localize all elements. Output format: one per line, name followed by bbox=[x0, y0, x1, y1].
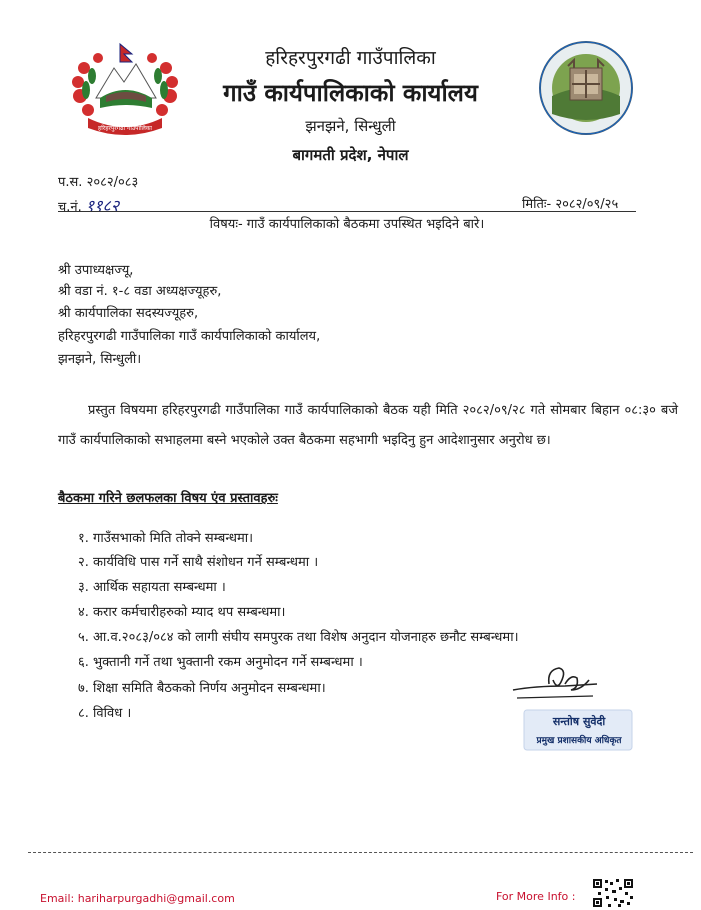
footer-email[interactable]: Email: hariharpurgadhi@gmail.com bbox=[40, 892, 235, 905]
letter-subject: विषयः- गाउँ कार्यपालिकाको बैठकमा उपस्थित भइदिने बारे। bbox=[209, 217, 485, 232]
body-text: प्रस्तुत विषयमा हरिहरपुरगढी गाउँपालिका गाउँ कार्यपालिकाको बैठक यही मिति २०८२/०९/२८ गते सोमबार बिहान ०८:३० बजे गाउँ कार्यपालिकाको सभाहलमा बस्ने भएकोले उक्त बैठकमा सहभागी भइदिनु हुन आदेशानुसार अनुरोध छ। bbox=[58, 403, 678, 448]
addressee-line: श्री कार्यपालिका सदस्यज्यूहरु, bbox=[58, 306, 199, 321]
addressee-line: श्री वडा नं. १-८ वडा अध्यक्षज्यूहरु, bbox=[58, 284, 222, 299]
letter-date: मितिः- २०८२/०९/२५ bbox=[522, 197, 619, 212]
agenda-item: ६. भुक्तानी गर्ने तथा भुक्तानी रकम अनुमोदन गर्ने सम्बन्धमा । bbox=[78, 655, 363, 670]
agenda-item: ४. करार कर्मचारीहरुको म्याद थप सम्बन्धमा। bbox=[78, 605, 286, 620]
municipality-name: हरिहरपुरगढी गाउँपालिका bbox=[265, 47, 436, 69]
agenda-item: २. कार्यविधि पास गर्ने साथै संशोधन गर्ने सम्बन्धमा । bbox=[78, 555, 319, 570]
signatory-title: प्रमुख प्रशासकीय अधिकृत bbox=[536, 736, 622, 746]
agenda-item: ५. आ.व.२०८३/०८४ को लागी संघीय समपुरक तथा विशेष अनुदान योजनाहरु छनौट सम्बन्धमा। bbox=[78, 630, 519, 645]
agenda-title: बैठकमा गरिने छलफलका विषय एंव प्रस्तावहरुः bbox=[58, 491, 278, 506]
ps-number: प.स. २०८२/०८३ bbox=[58, 175, 139, 190]
cn-value-handwritten: ११८२ bbox=[85, 196, 120, 215]
agenda-item: ३. आर्थिक सहायता सम्बन्धमा । bbox=[78, 580, 226, 595]
header-divider bbox=[58, 211, 636, 212]
footer-more-info: For More Info : bbox=[496, 890, 576, 903]
body-paragraph bbox=[58, 396, 678, 456]
cn-label: च.नं. bbox=[58, 200, 82, 215]
qr-code-icon[interactable] bbox=[592, 878, 634, 908]
agenda-item: १. गाउँसभाको मिति तोक्ने सम्बन्धमा। bbox=[78, 531, 254, 546]
office-location: झनझने, सिन्धुली bbox=[305, 117, 396, 135]
agenda-item: ७. शिक्षा समिति बैठकको निर्णय अनुमोदन सम्बन्धमा। bbox=[78, 681, 326, 696]
svg-text:हरिहरपुरगढी गाउँपालिका: हरिहरपुरगढी गाउँपालिका bbox=[98, 125, 152, 132]
footer-divider bbox=[28, 852, 693, 853]
office-name: गाउँ कार्यपालिकाको कार्यालय bbox=[223, 79, 478, 107]
cn-number bbox=[58, 194, 119, 216]
province-name: बागमती प्रदेश, नेपाल bbox=[292, 146, 409, 164]
handwritten-signature bbox=[505, 660, 605, 706]
addressee-line: झनझने, सिन्धुली। bbox=[58, 352, 142, 367]
addressee-line: हरिहरपुरगढी गाउँपालिका गाउँ कार्यपालिकाको कार्यालय, bbox=[58, 329, 321, 344]
municipality-seal-logo bbox=[538, 40, 634, 136]
agenda-item: ८. विविध । bbox=[78, 706, 132, 721]
addressee-line: श्री उपाध्यक्षज्यू, bbox=[58, 263, 134, 278]
signatory-name: सन्तोष सुवेदी bbox=[552, 715, 606, 728]
